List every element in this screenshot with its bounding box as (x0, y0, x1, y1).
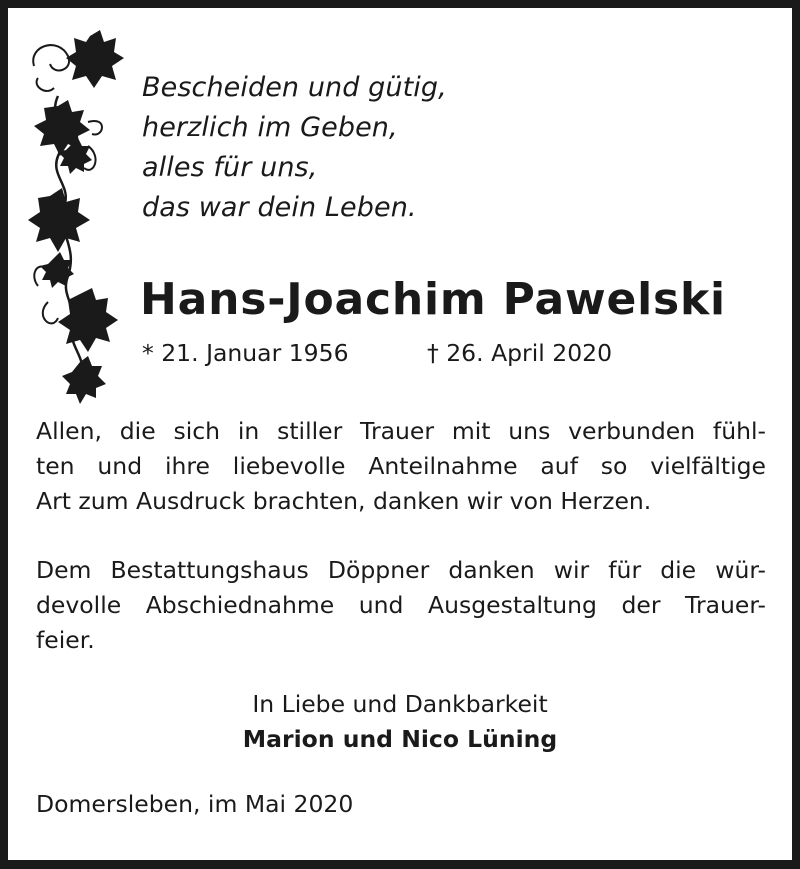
verse-line: herzlich im Geben, (142, 112, 398, 143)
verse-line: alles für uns, (142, 152, 318, 183)
paragraph-line: Art zum Ausdruck brachten, danken wir von Herzen. (36, 487, 652, 515)
place-date: Domersleben, im Mai 2020 (36, 790, 354, 818)
funeral-home-paragraph (36, 553, 766, 658)
verse-line: Bescheiden und gütig, (142, 72, 447, 103)
paragraph-line: Dem Bestattungshaus Döppner danken wir für die wür- (36, 556, 766, 584)
deceased-name: Hans-Joachim Pawelski (140, 274, 726, 325)
signers: Marion und Nico Lüning (242, 725, 558, 753)
paragraph-line: ten und ihre liebevolle Anteilnahme auf so vielfältige (36, 452, 766, 480)
birth-date: * 21. Januar 1956 (142, 339, 349, 367)
paragraph-line: feier. (36, 626, 95, 654)
thanks-paragraph (36, 414, 766, 519)
closing-phrase: In Liebe und Dankbarkeit (252, 690, 548, 718)
paragraph-line: devolle Abschiednahme und Ausgestaltung der Trauer- (36, 591, 766, 619)
paragraph-line: Allen, die sich in stiller Trauer mit uns verbunden fühl- (36, 417, 766, 445)
grapevine-ornament-icon (28, 26, 124, 406)
death-date: † 26. April 2020 (427, 339, 613, 367)
verse-line: das war dein Leben. (142, 192, 417, 223)
memorial-verse (142, 68, 447, 228)
